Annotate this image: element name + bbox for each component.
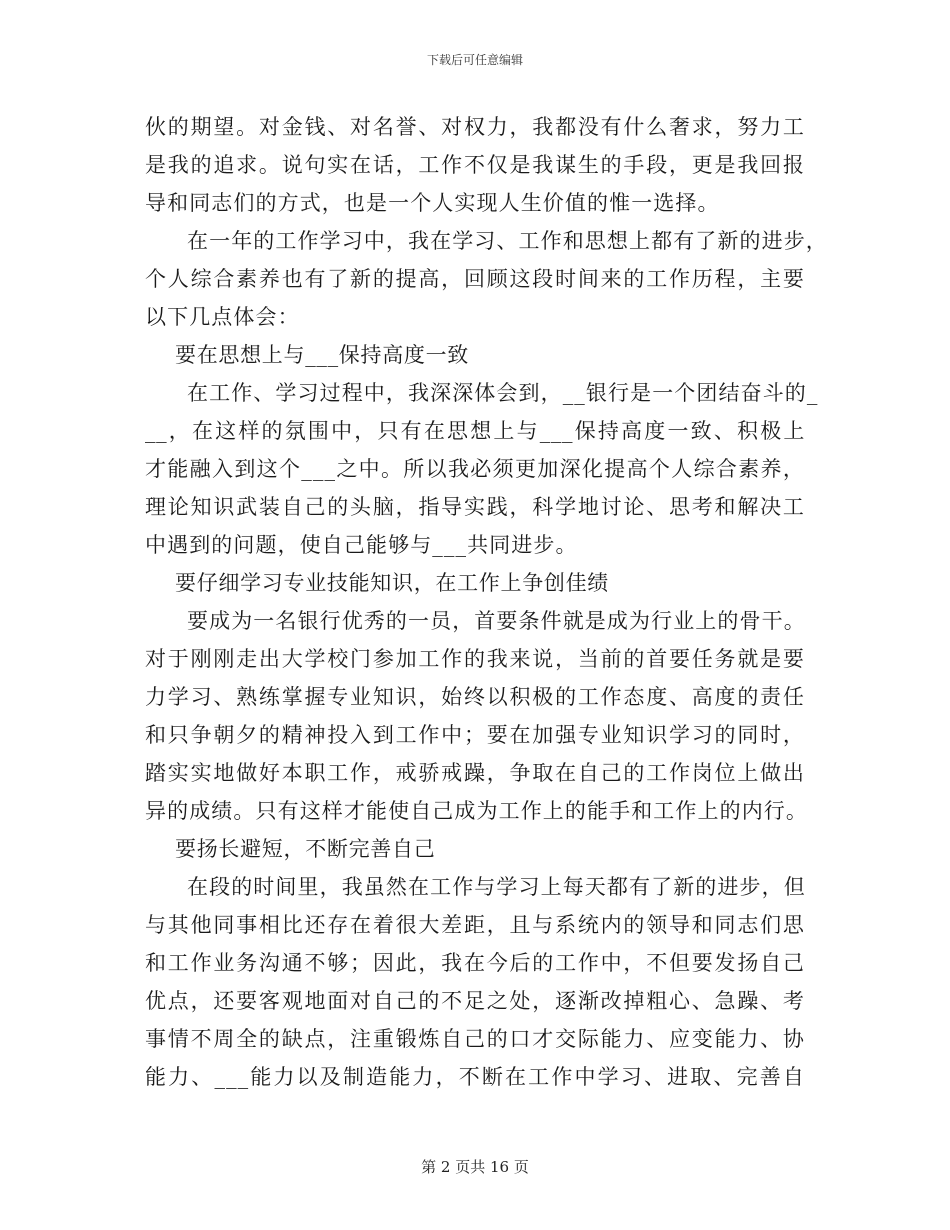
paragraph-first-line: 在工作、学习过程中，我深深体会到，__银行是一个团结奋斗的_ bbox=[187, 381, 819, 405]
body-line: 中遇到的问题，使自己能够与___共同进步。 bbox=[145, 533, 578, 557]
body-line: 才能融入到这个___之中。所以我必须更加深化提高个人综合素养， bbox=[145, 457, 805, 481]
paragraph-first-line: 在段的时间里，我虽然在工作与学习上每天都有了新的进步，但 bbox=[187, 875, 806, 899]
section-heading: 要扬长避短，不断完善自己 bbox=[175, 837, 436, 861]
section-heading: 要在思想上与___保持高度一致 bbox=[175, 343, 469, 367]
document-body bbox=[145, 108, 828, 1096]
body-line: __，在这样的氛围中，只有在思想上与___保持高度一致、积极上 bbox=[145, 419, 805, 443]
body-line: 踏实实地做好本职工作，戒骄戒躁，争取在自己的工作岗位上做出 bbox=[145, 761, 805, 785]
body-line: 力学习、熟练掌握专业知识，始终以积极的工作态度、高度的责任 bbox=[145, 685, 805, 709]
body-line: 伙的期望。对金钱、对名誉、对权力，我都没有什么奢求，努力工 bbox=[145, 115, 805, 139]
paragraph-first-line: 在一年的工作学习中，我在学习、工作和思想上都有了新的进步， bbox=[187, 229, 828, 253]
body-line: 优点，还要客观地面对自己的不足之处，逐渐改掉粗心、急躁、考 bbox=[145, 989, 805, 1013]
page-header-note: 下载后可任意编辑 bbox=[426, 53, 523, 67]
body-line: 和工作业务沟通不够；因此，我在今后的工作中，不但要发扬自己 bbox=[145, 951, 805, 975]
paragraph-first-line: 要成为一名银行优秀的一员，首要条件就是成为行业上的骨干。 bbox=[187, 609, 806, 633]
body-line: 事情不周全的缺点，注重锻炼自己的口才交际能力、应变能力、协 bbox=[145, 1027, 805, 1051]
body-line: 导和同志们的方式，也是一个人实现人生价值的惟一选择。 bbox=[145, 191, 720, 215]
body-line: 理论知识武装自己的头脑，指导实践，科学地讨论、思考和解决工 bbox=[145, 495, 805, 519]
body-line: 是我的追求。说句实在话，工作不仅是我谋生的手段，更是我回报 bbox=[145, 153, 805, 177]
body-line: 个人综合素养也有了新的提高，回顾这段时间来的工作历程，主要 bbox=[145, 267, 805, 291]
body-line: 与其他同事相比还存在着很大差距，且与系统内的领导和同志们思 bbox=[145, 913, 805, 937]
body-line: 能力、___能力以及制造能力，不断在工作中学习、进取、完善自 bbox=[145, 1065, 805, 1089]
page-number: 第 2 页共 16 页 bbox=[421, 1158, 529, 1176]
body-line: 对于刚刚走出大学校门参加工作的我来说，当前的首要任务就是要 bbox=[145, 647, 805, 671]
body-line: 以下几点体会： bbox=[145, 305, 300, 329]
body-line: 和只争朝夕的精神投入到工作中；要在加强专业知识学习的同时， bbox=[145, 723, 805, 747]
body-line: 异的成绩。只有这样才能使自己成为工作上的能手和工作上的内行。 bbox=[145, 799, 808, 823]
section-heading: 要仔细学习专业技能知识，在工作上争创佳绩 bbox=[175, 571, 609, 595]
